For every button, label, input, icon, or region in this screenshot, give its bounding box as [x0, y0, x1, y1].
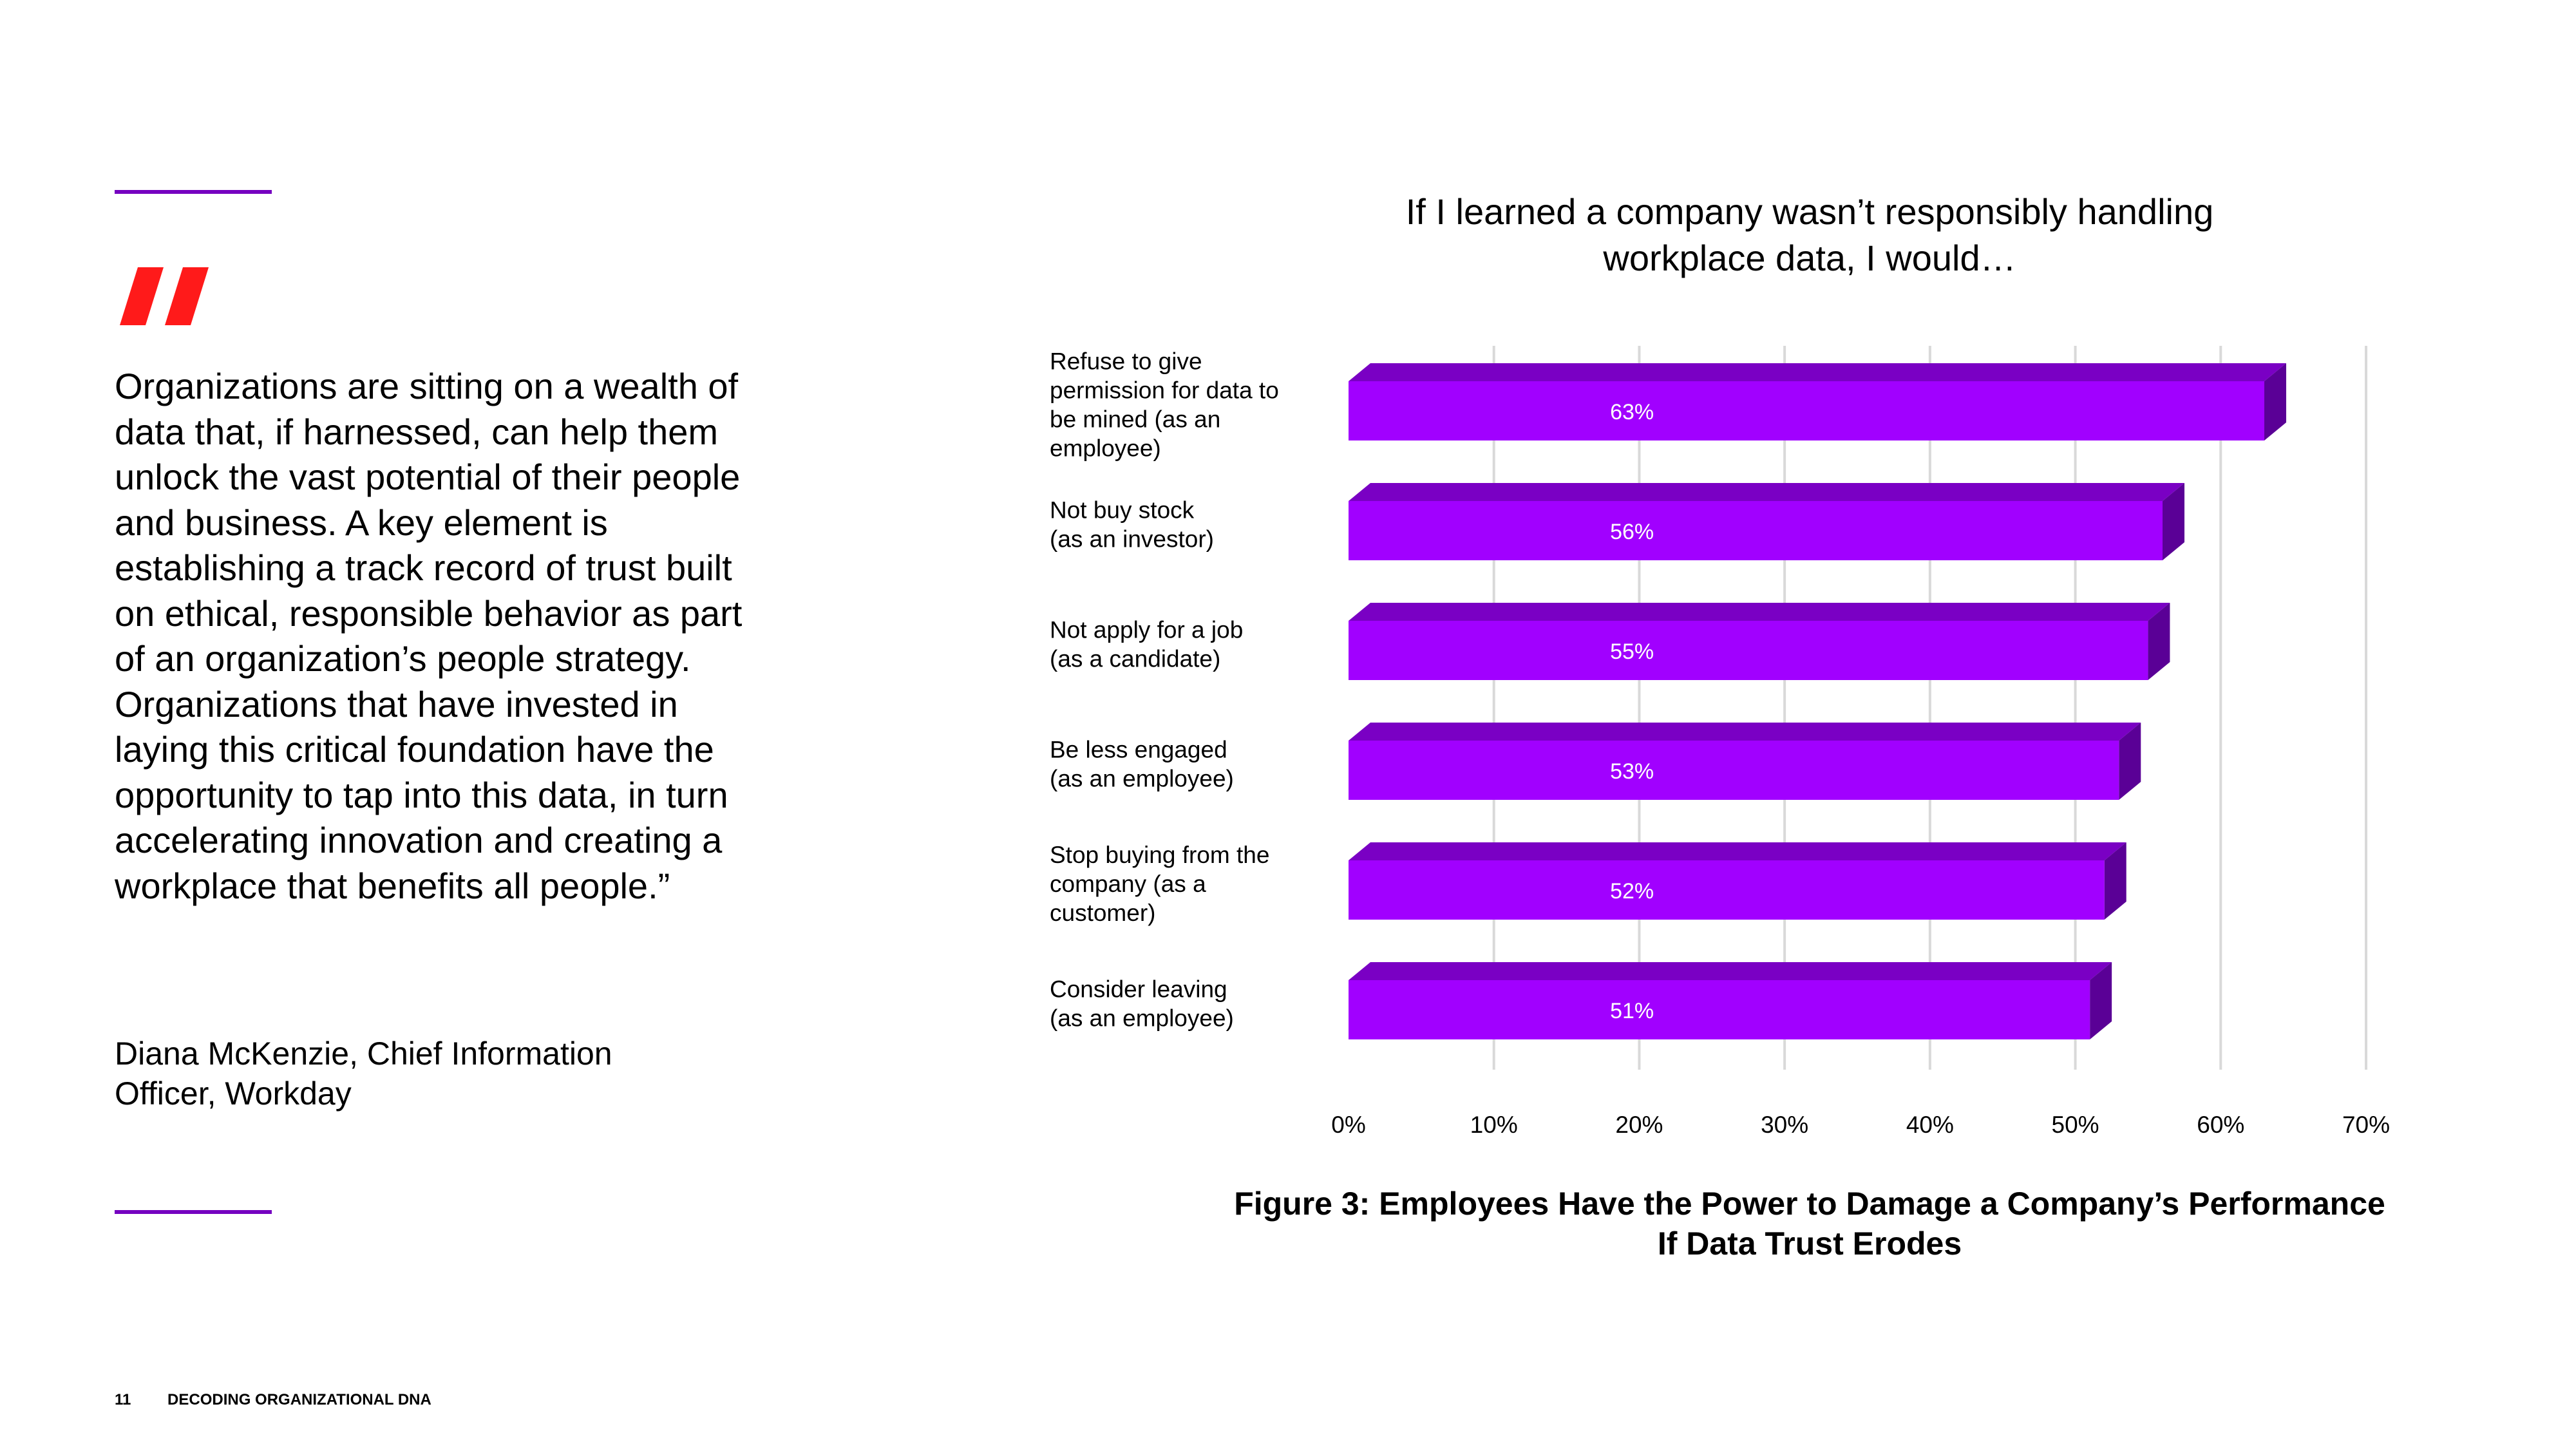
- category-label-line: (as an employee): [1050, 1005, 1234, 1032]
- category-label: [1050, 737, 1234, 792]
- bar-top-face: [1349, 842, 2126, 860]
- x-tick-label: 0%: [1331, 1112, 1366, 1133]
- bar-chart: [1005, 322, 2447, 1133]
- chart-title: [1294, 189, 2325, 281]
- figure-caption-line: Figure 3: Employees Have the Power to Damage a Company’s Performance: [1234, 1186, 2385, 1222]
- bar-top-face: [1349, 962, 2112, 980]
- quote-text: Organizations are sitting on a wealth of data that, if harnessed, can help them unlock the vast potential of their people and business. A key element is establishing a track record of trust built on ethical, responsible behavior as part of an organization’s people strategy. Organizations that have invested in laying this critical foundation have the opportunity to tap into this data, in turn accelerating innovation and creating a workplace that benefits all people.”: [115, 366, 743, 906]
- category-label-line: company (as a: [1050, 871, 1206, 897]
- category-label-line: employee): [1050, 435, 1161, 462]
- accent-rule-top: [115, 190, 272, 194]
- quote-mark-icon: [113, 264, 216, 328]
- category-label-line: Be less engaged: [1050, 736, 1227, 763]
- data-label: 56%: [1610, 520, 1654, 544]
- category-label-line: permission for data to: [1050, 377, 1279, 404]
- figure-caption: [1198, 1184, 2421, 1264]
- data-label: 55%: [1610, 639, 1654, 664]
- category-label-line: (as an investor): [1050, 526, 1214, 553]
- category-label-line: Not apply for a job: [1050, 616, 1244, 643]
- x-tick-label: 40%: [1906, 1112, 1954, 1133]
- data-label: 51%: [1610, 999, 1654, 1023]
- data-label: 53%: [1610, 759, 1654, 784]
- bar: [1349, 980, 2090, 1039]
- bar: [1349, 501, 2163, 560]
- footer: [115, 1391, 431, 1409]
- category-label-line: Not buy stock: [1050, 497, 1195, 524]
- category-label-line: Refuse to give: [1050, 348, 1202, 375]
- category-label-line: be mined (as an: [1050, 406, 1221, 433]
- bar-top-face: [1349, 603, 2170, 621]
- category-labels: [1050, 348, 1279, 1032]
- bars: [1349, 363, 2286, 1039]
- x-tick-label: 50%: [2051, 1112, 2099, 1133]
- x-tick-label: 60%: [2197, 1112, 2245, 1133]
- figure-caption-line: If Data Trust Erodes: [1657, 1226, 1962, 1262]
- bar: [1349, 381, 2264, 440]
- category-label-line: Stop buying from the: [1050, 842, 1270, 868]
- category-label-line: Consider leaving: [1050, 976, 1227, 1003]
- accent-rule-bottom: [115, 1210, 272, 1214]
- bar-top-face: [1349, 723, 2141, 741]
- bar: [1349, 621, 2148, 680]
- category-label: [1050, 497, 1214, 553]
- section-title: DECODING ORGANIZATIONAL DNA: [167, 1391, 431, 1408]
- x-tick-label: 30%: [1761, 1112, 1809, 1133]
- chart-title-line: workplace data, I would…: [1603, 238, 2016, 278]
- x-axis-ticks: [1331, 1112, 2390, 1133]
- category-label-line: customer): [1050, 900, 1156, 926]
- quote-attribution: Diana McKenzie, Chief Information Officer, Workday: [115, 1036, 612, 1112]
- chart-title-line: If I learned a company wasn’t responsibly handling: [1405, 191, 2214, 232]
- category-label-line: (as an employee): [1050, 765, 1234, 792]
- gridlines: [1494, 346, 2366, 1070]
- data-label: 52%: [1610, 879, 1654, 904]
- bar-top-face: [1349, 483, 2184, 501]
- bar: [1349, 860, 2105, 920]
- x-tick-label: 10%: [1470, 1112, 1518, 1133]
- category-label: [1050, 976, 1234, 1032]
- x-tick-label: 70%: [2342, 1112, 2391, 1133]
- data-label: 63%: [1610, 400, 1654, 424]
- category-label-line: (as a candidate): [1050, 645, 1221, 672]
- x-tick-label: 20%: [1615, 1112, 1663, 1133]
- bar-top-face: [1349, 363, 2286, 381]
- category-label: [1050, 617, 1243, 672]
- category-label: [1050, 348, 1279, 462]
- page-number: 11: [115, 1391, 131, 1408]
- category-label: [1050, 842, 1269, 926]
- bar: [1349, 741, 2119, 800]
